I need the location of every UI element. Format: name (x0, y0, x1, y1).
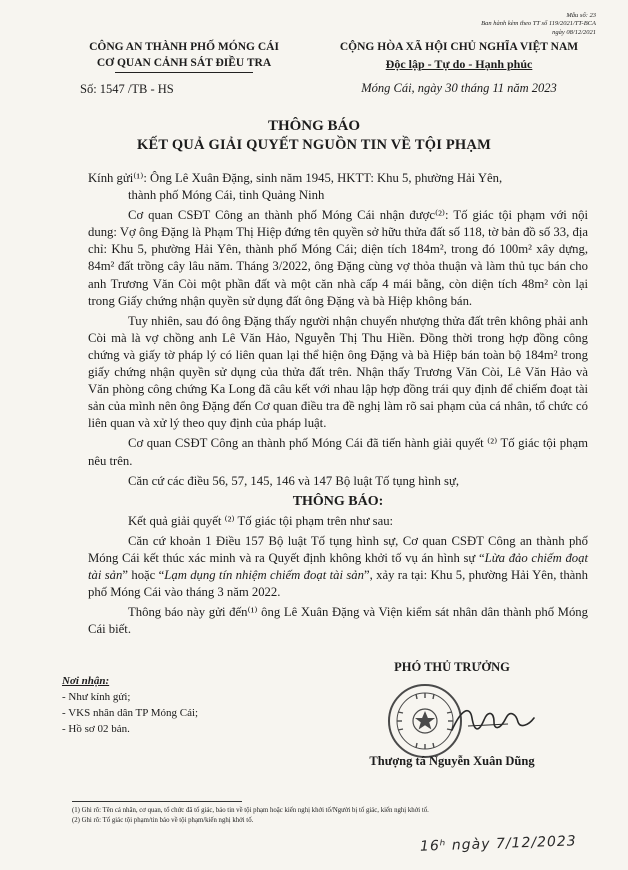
form-number: Mẫu số: 23 (566, 12, 596, 19)
document-subtitle: KẾT QUẢ GIẢI QUYẾT NGUỒN TIN VỀ TỘI PHẠM (137, 137, 491, 153)
recipient-item: - Như kính gửi; (62, 691, 131, 703)
footnotes (72, 806, 592, 826)
signature-block (332, 660, 572, 768)
nation-name: CỘNG HÒA XÃ HỘI CHỦ NGHĨA VIỆT NAM (339, 41, 579, 53)
form-circular: Ban hành kèm theo TT số 119/2021/TT-BCA (481, 20, 596, 28)
agency-underline (115, 72, 253, 73)
document-date: Móng Cái, ngày 30 tháng 11 năm 2023 (361, 80, 557, 95)
document-number: Số: 1547 /TB - HS (80, 82, 174, 97)
footnote-1: (1) Ghi rõ: Tên cá nhân, cơ quan, tổ chức đã tố giác, báo tin về tội phạm hoặc kiến nghị khởi tố/Người bị tố giác, kiến nghị khởi tố. (72, 807, 429, 814)
document-title: THÔNG BÁO (267, 118, 361, 134)
recipient-item: - VKS nhân dân TP Móng Cái; (62, 707, 199, 719)
paragraph-6-part-a: Căn cứ khoản 1 Điều 157 Bộ luật Tố tụng hình sự, Cơ quan CSĐT Công an thành phố Móng Cái kết thúc xác minh và ra Quyết định không khởi tố vụ án hình sự “ (88, 533, 588, 565)
footnote-2: (2) Ghi rõ: Tố giác tội phạm/tin báo về tội phạm/kiến nghị khởi tố. (72, 817, 254, 824)
handwritten-receipt-note: 16ʰ ngày 7/12/2023 (419, 833, 577, 855)
national-header (324, 40, 594, 97)
crime-name-2: Lạm dụng tín nhiệm chiếm đoạt tài sản (164, 568, 364, 583)
signer-name: Thượng tá Nguyễn Xuân Dũng (369, 754, 535, 768)
footnote-divider (72, 801, 242, 802)
section-heading: THÔNG BÁO: (292, 493, 384, 509)
handwritten-signature-icon (448, 700, 538, 740)
paragraph-6-part-b: ” hoặc “ (122, 568, 165, 583)
paragraph-5: Kết quả giải quyết ⁽²⁾ Tố giác tội phạm trên như sau: (128, 513, 394, 528)
signer-position: PHÓ THỦ TRƯỞNG (394, 660, 510, 674)
paragraph-6-part-c: ”, xảy ra tại: Khu 5, phường Hải Yên, thành phố Móng Cái vào tháng 3 năm 2022. (88, 568, 588, 600)
document-body (88, 170, 588, 641)
paragraph-1: Cơ quan CSĐT Công an thành phố Móng Cái nhận được⁽²⁾: Tố giác tội phạm với nội dung: Vợ ông Đặng là Phạm Thị Hiệp đứng tên quyền sở hữu thửa đất số 118, tờ bản đồ số 33, địa chỉ: Khu 5, phường Hải Yên, thành phố Móng Cái; diện tích 184m², trong đó 100m² xây dựng, 84m² đất trồng cây lâu năm. Tháng 3/2022, ông Đặng cùng vợ thỏa thuận và làm thủ tục bán cho anh Trương Văn Còi một phần đất và một căn nhà cấp 4 mái bằng, còn diện tích 48m² còn lại trong Giấy chứng nhận quyền sử dụng đất ông Đặng và bà Hiệp không bán. (88, 208, 588, 308)
form-date: ngày 08/12/2021 (552, 28, 596, 36)
recipient-item: - Hồ sơ 02 bản. (62, 723, 130, 735)
addressee (88, 170, 588, 204)
paragraph-3: Cơ quan CSĐT Công an thành phố Móng Cái đã tiến hành giải quyết ⁽²⁾ Tố giác tội phạm nêu trên. (88, 436, 588, 468)
agency-name: CÔNG AN THÀNH PHỐ MÓNG CÁI (89, 41, 279, 53)
issuing-agency-header (74, 40, 294, 98)
paragraph-7: Thông báo này gửi đến⁽¹⁾ ông Lê Xuân Đặng và Viện kiểm sát nhân dân thành phố Móng Cái biết. (88, 605, 588, 637)
form-reference (478, 12, 596, 37)
paragraph-6 (88, 533, 588, 601)
unit-name: CƠ QUAN CẢNH SÁT ĐIỀU TRA (96, 56, 272, 69)
recipients-heading: Nơi nhận: (62, 675, 110, 687)
recipients-list (62, 673, 282, 737)
paragraph-4: Căn cứ các điều 56, 57, 145, 146 và 147 Bộ luật Tố tụng hình sự, (128, 473, 460, 488)
addressee-line-2: thành phố Móng Cái, tỉnh Quảng Ninh (128, 188, 325, 203)
addressee-line-1: Kính gửi⁽¹⁾: Ông Lê Xuân Đặng, sinh năm 1945, HKTT: Khu 5, phường Hải Yên, (88, 171, 503, 185)
crime-name-1: Lừa đảo chiếm đoạt tài sản (88, 550, 588, 583)
national-motto: Độc lập - Tự do - Hạnh phúc (385, 56, 533, 71)
paragraph-2: Tuy nhiên, sau đó ông Đặng thấy người nhận chuyển nhượng thửa đất trên không phải anh Còi mà là vợ chồng anh Lê Văn Hảo, Nguyễn Thị Thu Hiền. Đồng thời trong hợp đồng công chứng và giấy tờ pháp lý có liên quan lại thể hiện ông Đặng và bà Hiệp bán toàn bộ 184m² trong giấy chứng nhận quyền sử dụng của thửa đất trên. Nhận thấy Trương Văn Còi, Lê Văn Hảo và Văn phòng công chứng Ka Long đã câu kết với nhau lập hợp đồng trái quy định để chiếm đoạt tài sản của mình nên ông Đặng đến Cơ quan điều tra đề nghị làm rõ sai phạm của cá nhân, tổ chức có liên quan và xử lý theo quy định của pháp luật. (88, 313, 588, 431)
